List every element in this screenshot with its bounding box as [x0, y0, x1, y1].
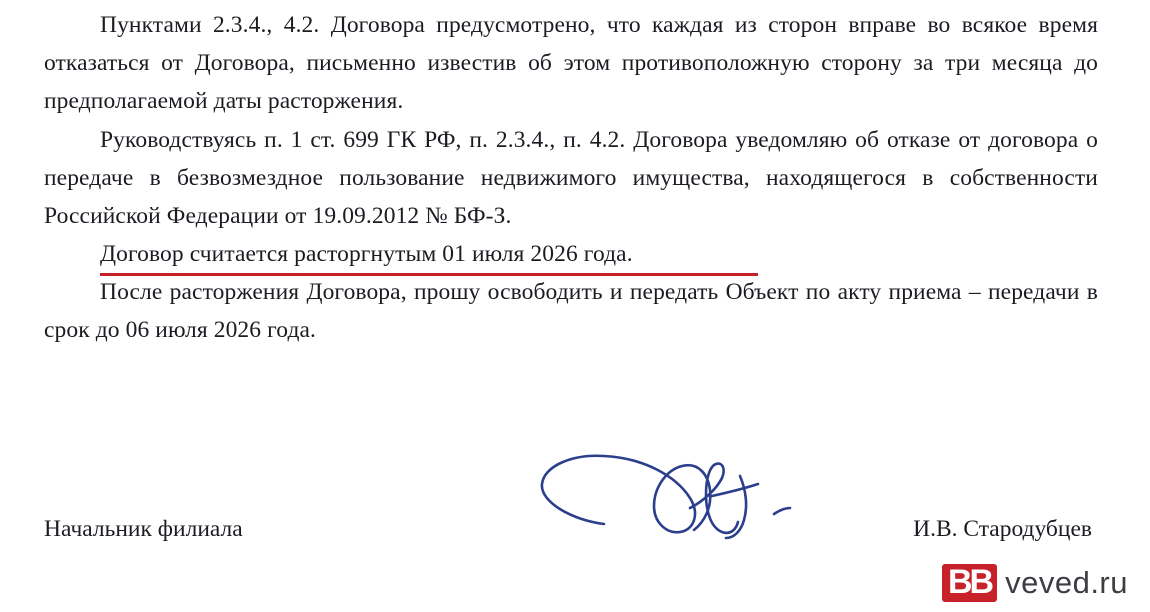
paragraph-refusal-notice: Руководствуясь п. 1 ст. 699 ГК РФ, п. 2.3.4., п. 4.2. Договора уведомляю об отказе от договора о передаче в безвозмездное пользование недвижимого имущества, находящегося в собственности Российской Федерации от 19.09.2012 № БФ-З.: [44, 127, 1098, 229]
red-underline: [100, 273, 758, 276]
watermark-text: veved.ru: [1005, 565, 1128, 600]
signatory-position: Начальник филиала: [44, 516, 243, 542]
termination-sentence-text: Договор считается расторгнутым 01 июля 2026 года.: [100, 241, 633, 267]
paragraph-contract-terms: Пунктами 2.3.4., 4.2. Договора предусмотрено, что каждая из сторон вправе во всякое время отказаться от Договора, письменно известив об этом противоположную сторону за три месяца до предполагаемой даты расторжения.: [44, 12, 1098, 114]
blank-space: [44, 350, 1098, 500]
watermark: [942, 564, 1128, 602]
signatory-name: И.В. Стародубцев: [913, 516, 1092, 542]
document-body: [44, 6, 1098, 349]
paragraph-vacate-request: После расторжения Договора, прошу освободить и передать Объект по акту приема – передачи в срок до 06 июля 2026 года.: [44, 279, 1098, 343]
watermark-logo: BB: [942, 564, 997, 602]
signature-block: [44, 514, 1098, 544]
paragraph-termination-date: [44, 235, 1098, 273]
